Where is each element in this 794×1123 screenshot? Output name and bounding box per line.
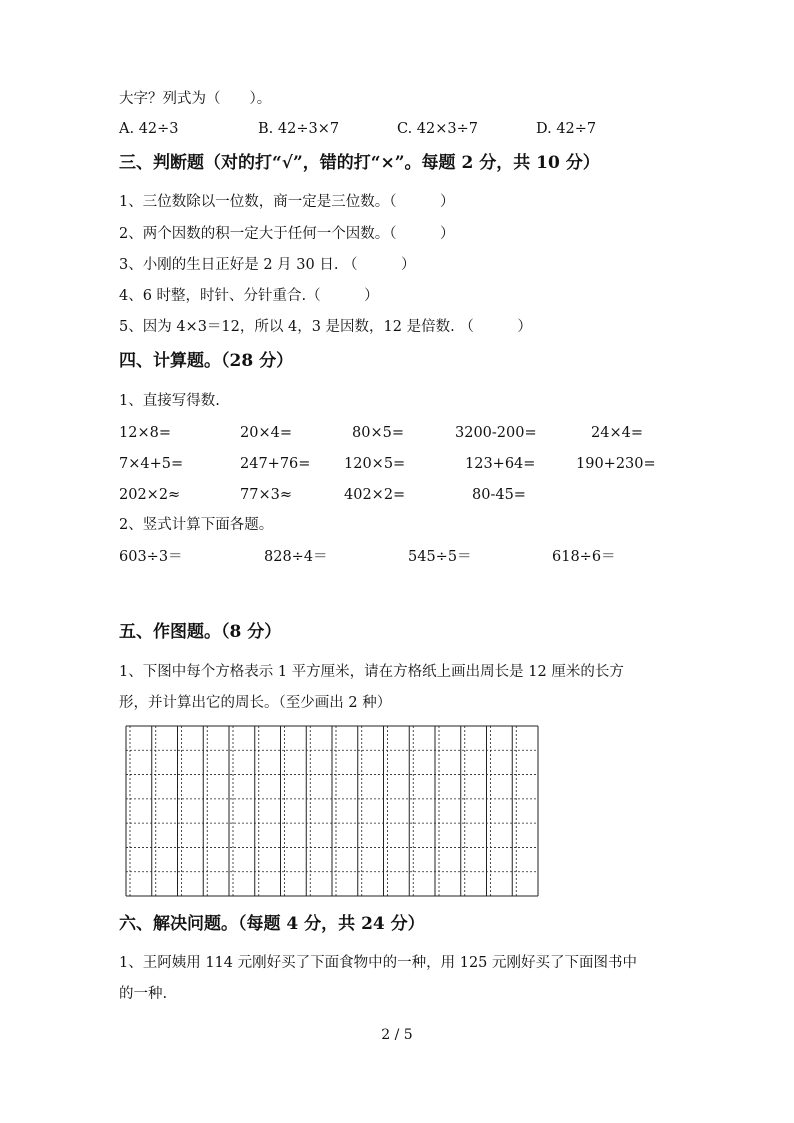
judge-item-4: 4、6 时整，时针、分针重合.（ ） <box>119 288 379 304</box>
calc-r1-c4: 3200-200= <box>455 425 537 441</box>
calc-r3-c2: 77×3≈ <box>240 487 292 503</box>
page-number: 2 / 5 <box>381 1027 413 1043</box>
judge-item-1: 1、三位数除以一位数，商一定是三位数。（ ） <box>119 194 455 210</box>
problem-1-line1: 1、王阿姨用 114 元刚好买了下面食物中的一种，用 125 元刚好买了下面图书中 <box>119 955 638 971</box>
draw-question-line1: 1、下图中每个方格表示 1 平方厘米，请在方格纸上画出周长是 12 厘米的长方 <box>119 664 624 680</box>
calc-r2-c5: 190+230= <box>576 456 656 472</box>
calc-r2-c4: 123+64= <box>465 456 536 472</box>
option-d: D. 42÷7 <box>536 121 597 137</box>
calc-r1-c1: 12×8= <box>119 425 171 441</box>
section4-title: 四、计算题。（28 分） <box>119 351 294 371</box>
section5-title: 五、作图题。（8 分） <box>119 622 282 642</box>
calc-r2-c1: 7×4+5= <box>119 456 184 472</box>
calc-r2-c2: 247+76= <box>240 456 311 472</box>
option-a: A. 42÷3 <box>119 121 179 137</box>
calc-r3-c4: 80-45= <box>472 487 526 503</box>
vertical-calc-4: 618÷6＝ <box>552 549 616 565</box>
option-b: B. 42÷3×7 <box>258 121 340 137</box>
vertical-calc-1: 603÷3＝ <box>119 549 183 565</box>
calc-r3-c3: 402×2= <box>344 487 406 503</box>
judge-item-2: 2、两个因数的积一定大于任何一个因数。（ ） <box>119 226 455 242</box>
judge-item-3: 3、小刚的生日正好是 2 月 30 日. （ ） <box>119 257 416 273</box>
calc-r1-c2: 20×4= <box>240 425 292 441</box>
problem-1-line2: 的一种. <box>119 986 168 1002</box>
square-grid-paper <box>124 724 540 898</box>
calc-r1-c3: 80×5= <box>352 425 404 441</box>
calc-r1-c5: 24×4= <box>591 425 643 441</box>
vertical-calc-3: 545÷5＝ <box>408 549 472 565</box>
calc-r2-c3: 120×5= <box>344 456 406 472</box>
draw-question-line2: 形，并计算出它的周长。（至少画出 2 种） <box>119 695 392 711</box>
calc-sub1: 1、直接写得数. <box>119 393 220 409</box>
calc-sub2: 2、竖式计算下面各题。 <box>119 517 274 533</box>
calc-r3-c1: 202×2≈ <box>119 487 181 503</box>
section3-title: 三、判断题（对的打“√”，错的打“×”。每题 2 分，共 10 分） <box>119 153 600 173</box>
vertical-calc-2: 828÷4＝ <box>264 549 328 565</box>
section6-title: 六、解决问题。（每题 4 分，共 24 分） <box>119 914 425 934</box>
option-c: C. 42×3÷7 <box>397 121 478 137</box>
judge-item-5: 5、因为 4×3＝12，所以 4，3 是因数，12 是倍数. （ ） <box>119 319 532 335</box>
prev-question-tail: 大字？列式为（ ）。 <box>119 91 272 107</box>
